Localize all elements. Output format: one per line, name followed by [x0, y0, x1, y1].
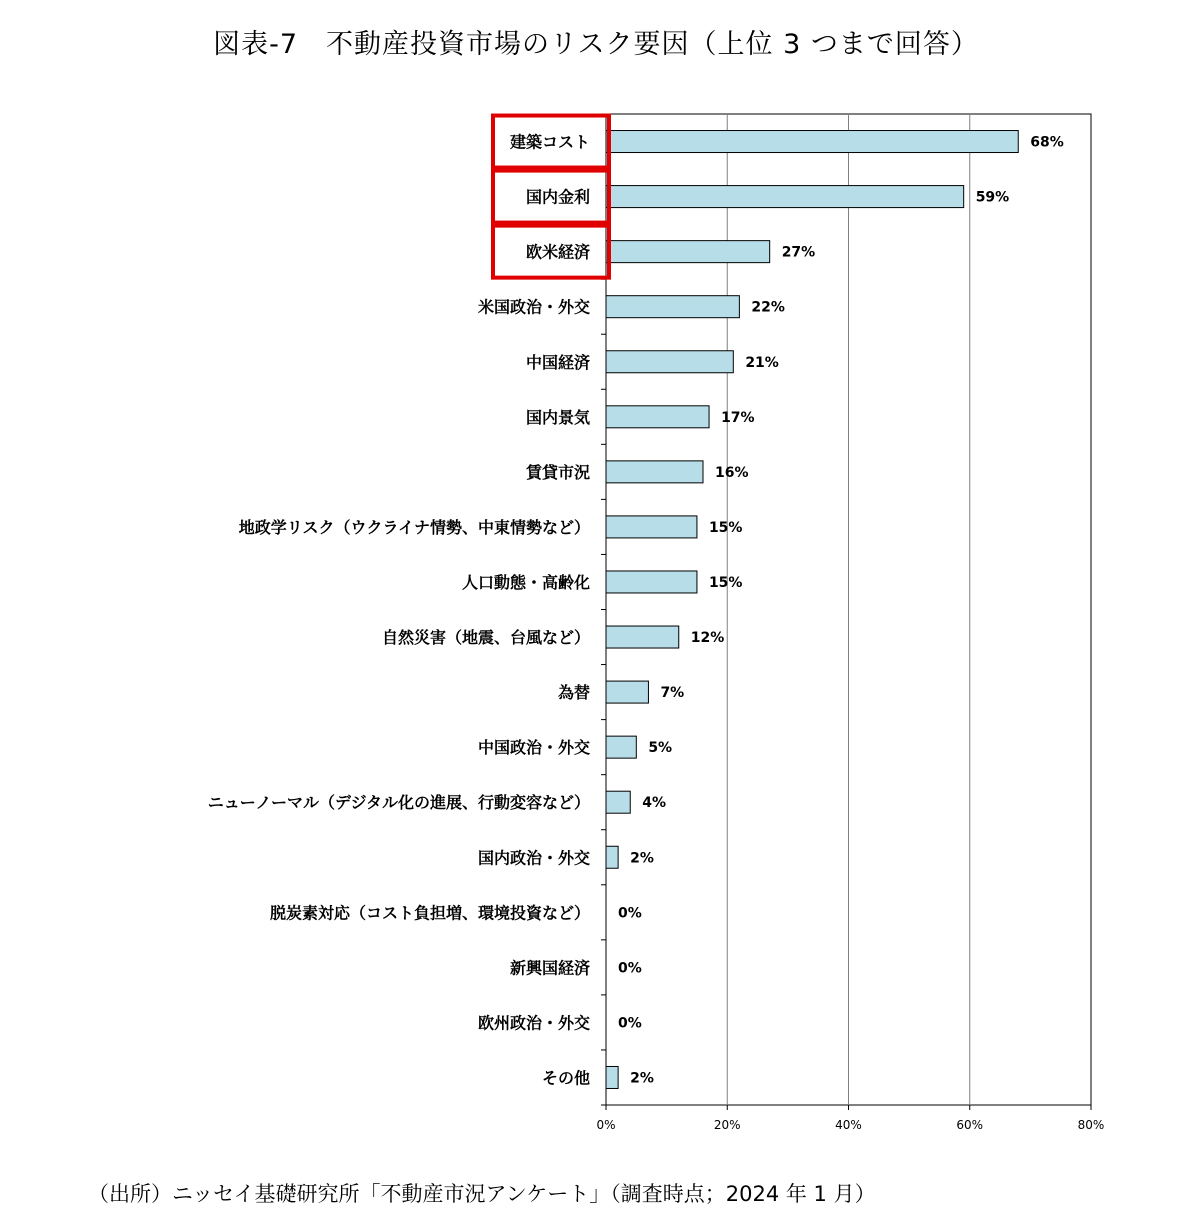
category-label: 建築コスト [509, 132, 590, 152]
bar [606, 846, 618, 868]
data-label: 4% [642, 795, 667, 812]
data-label: 0% [618, 905, 642, 922]
category-label: 国内景気 [525, 407, 590, 427]
data-label: 5% [648, 740, 673, 757]
bar [606, 186, 964, 208]
category-label: 脱炭素対応（コスト負担増、環境投資など） [269, 903, 590, 923]
data-label: 16% [715, 464, 749, 481]
data-label: 0% [618, 1015, 642, 1032]
source-note: （出所）ニッセイ基礎研究所「不動産市況アンケート」（調査時点；2024 年 1 月） [88, 1182, 876, 1206]
x-tick-label: 40% [835, 1118, 862, 1132]
category-label: ニューノーマル（デジタル化の進展、行動変容など） [207, 793, 590, 813]
chart-title: 図表-7 不動産投資市場のリスク要因（上位 3 つまで回答） [213, 29, 979, 60]
data-label: 59% [975, 189, 1010, 206]
category-label: 中国経済 [525, 352, 590, 372]
plot-area [208, 114, 1105, 1132]
category-label: 人口動態・高齢化 [461, 572, 590, 592]
data-label: 15% [708, 519, 743, 536]
x-tick-label: 0% [596, 1118, 616, 1132]
category-label: 自然災害（地震、台風など） [381, 628, 590, 648]
bar [606, 681, 648, 703]
bar [606, 626, 679, 648]
bar [606, 351, 733, 373]
bar [606, 241, 770, 263]
category-label: 米国政治・外交 [477, 297, 590, 317]
data-label: 2% [630, 850, 654, 867]
bar [606, 571, 697, 593]
category-label: 地政学リスク（ウクライナ情勢、中東情勢など） [238, 517, 590, 537]
bar [606, 791, 630, 813]
data-label: 2% [630, 1070, 654, 1087]
category-label: 賃貸市況 [525, 462, 590, 482]
bar [606, 516, 697, 538]
x-tick-label: 20% [713, 1118, 741, 1132]
data-label: 7% [660, 685, 685, 702]
x-tick-label: 80% [1077, 1118, 1105, 1132]
category-label: 国内金利 [525, 187, 590, 207]
data-label: 27% [781, 244, 816, 261]
bar [606, 131, 1018, 153]
data-label: 12% [690, 630, 725, 647]
bar [606, 296, 739, 318]
data-label: 68% [1030, 134, 1064, 151]
data-label: 22% [751, 299, 785, 316]
bar [606, 406, 709, 428]
data-label: 21% [745, 354, 779, 371]
category-label: その他 [541, 1068, 590, 1088]
data-label: 17% [721, 409, 755, 426]
category-label: 中国政治・外交 [477, 738, 590, 758]
category-label: 欧州政治・外交 [477, 1013, 590, 1033]
data-label: 15% [708, 574, 743, 591]
category-label: 為替 [557, 683, 590, 703]
bar [606, 1066, 618, 1088]
data-label: 0% [618, 960, 642, 977]
category-label: 国内政治・外交 [477, 848, 590, 868]
bar [606, 736, 636, 758]
category-label: 新興国経済 [509, 958, 590, 978]
x-tick-label: 60% [956, 1118, 984, 1132]
bar [606, 461, 703, 483]
category-label: 欧米経済 [525, 242, 590, 262]
